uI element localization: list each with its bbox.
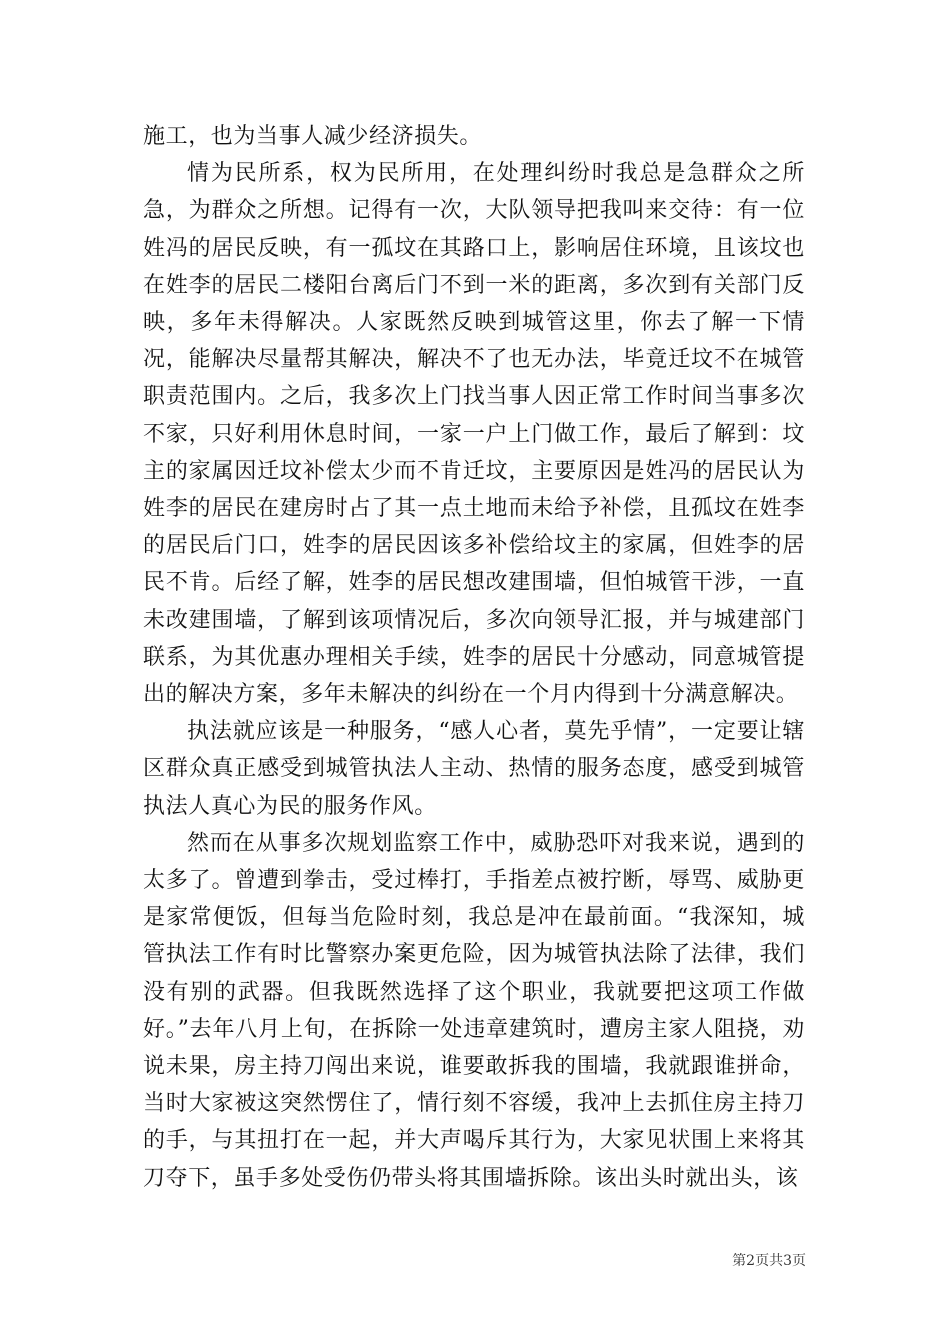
paragraph-3: 执法就应该是一种服务，“感人心者，莫先乎情”，一定要让辖区群众真正感受到城管执法人主动、热情的服务态度，感受到城管执法人真心为民的服务作风。 (143, 719, 805, 819)
paragraph-4: 然而在从事多次规划监察工作中，威胁恐吓对我来说，遇到的太多了。曾遭到拳击，受过棒打，手指差点被拧断，辱骂、威胁更是家常便饭，但每当危险时刻，我总是冲在最前面。“我深知，城管执法工作有时比警察办案更危险，因为城管执法除了法律，我们没有别的武器。但我既然选择了这个职业，我就要把这项工作做好。”去年八月上旬，在拆除一处违章建筑时，遭房主家人阻挠，劝说未果，房主持刀闯出来说，谁要敢拆我的围墙，我就跟谁拼命，当时大家被这突然愣住了，情行刻不容缓，我冲上去抓住房主持刀的手，与其扭打在一起，并大声喝斥其行为，大家见状围上来将其刀夺下，虽手多处受伤仍带头将其围墙拆除。该出头时就出头，该 (143, 830, 805, 1191)
body-text (143, 118, 805, 1197)
paragraph-1: 施工，也为当事人减少经济损失。 (143, 124, 483, 149)
paragraph-2: 情为民所系，权为民所用，在处理纠纷时我总是急群众之所急，为群众之所想。记得有一次，大队领导把我叫来交待：有一位姓冯的居民反映，有一孤坟在其路口上，影响居住环境，且该坟也在姓李的居民二楼阳台离后门不到一米的距离，多次到有关部门反映，多年未得解决。人家既然反映到城管这里，你去了解一下情况，能解决尽量帮其解决，解决不了也无办法，毕竟迁坟不在城管职责范围内。之后，我多次上门找当事人因正常工作时间当事多次不家，只好利用休息时间，一家一户上门做工作，最后了解到：坟主的家属因迁坟补偿太少而不肯迁坟，主要原因是姓冯的居民认为姓李的居民在建房时占了其一点土地而未给予补偿，且孤坟在姓李的居民后门口，姓李的居民因该多补偿给坟主的家属，但姓李的居民不肯。后经了解，姓李的居民想改建围墙，但怕城管干涉，一直未改建围墙，了解到该项情况后，多次向领导汇报，并与城建部门联系，为其优惠办理相关手续，姓李的居民十分感动，同意城管提出的解决方案，多年未解决的纠纷在一个月内得到十分满意解决。 (143, 161, 805, 708)
page-number-footer: 第2页共3页 (732, 1253, 806, 1269)
